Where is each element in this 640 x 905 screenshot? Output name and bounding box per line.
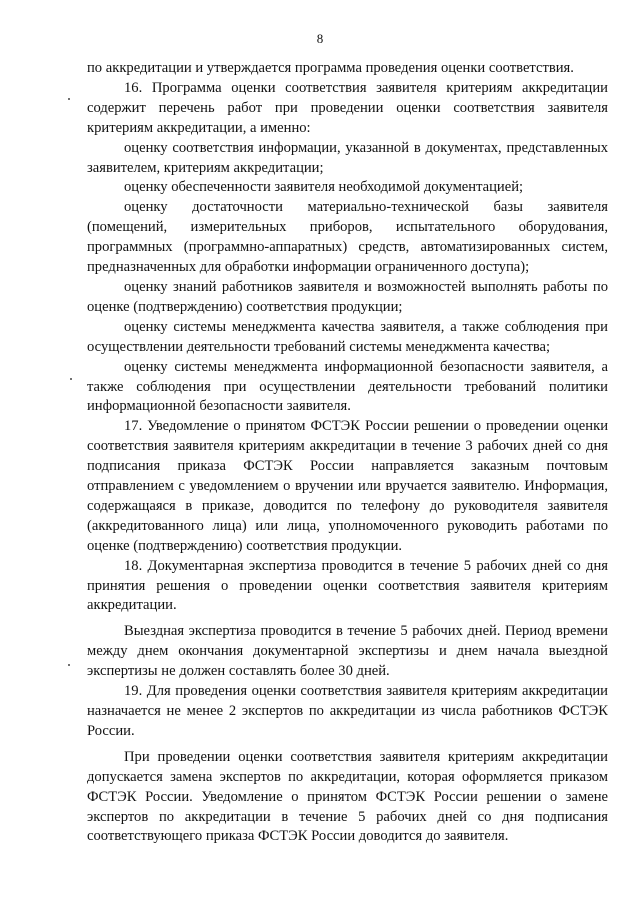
page-number: 8 <box>316 31 324 46</box>
paragraph-continuation: по аккредитации и утверждается программа проведения оценки соответствия. <box>87 60 574 76</box>
paragraph-list-item: оценку знаний работников заявителя и возможностей выполнять работы по оценке (подтверждению) соответствия продукции; <box>87 278 608 315</box>
scan-speck <box>68 664 70 666</box>
paragraph-list-item: оценку обеспеченности заявителя необходимой документацией; <box>124 179 524 196</box>
paragraph-expert-replacement: При проведении оценки соответствия заявителя критериям аккредитации допускается замена экспертов по аккредитации, которая оформляется приказом ФСТЭК России. Уведомление о принятом ФСТЭК России решении о замене экспертов по аккредитации в течение 5 рабочих дней со дня подписания соответствующего приказа ФСТЭК России доводится до заявителя. <box>87 748 608 845</box>
paragraph-list-item: оценку системы менеджмента информационной безопасности заявителя, а также соблюдения при осуществлении деятельности требований политики информационной безопасности заявителя. <box>87 358 608 415</box>
paragraph-item-17: 17. Уведомление о принятом ФСТЭК России решении о проведении оценки соответствия заявителя критериям аккредитации в течение 3 рабочих дней со дня подписания приказа ФСТЭК России направляется заказным почтовым отправлением с уведомлением о вручении или вручается заявителю. Информация, содержащаяся в приказе, доводится по телефону до руководителя заявителя (аккредитованного лица) или лица, уполномоченного руководить работами по оценке (подтверждению) соответствия продукции. <box>87 418 608 554</box>
paragraph-list-item: оценку достаточности материально-технической базы заявителя (помещений, измерительных приборов, испытательного оборудования, программных (программно-аппаратных) средств, автоматизированных систем, предназначенных для обработки информации ограниченного доступа); <box>87 199 608 276</box>
document-body <box>87 59 608 847</box>
paragraph-item-18: 18. Документарная экспертиза проводится в течение 5 рабочих дней со дня принятия решения о проведении оценки соответствия заявителя критериям аккредитации. <box>87 557 608 614</box>
paragraph-item-19: 19. Для проведения оценки соответствия заявителя критериям аккредитации назначается не менее 2 экспертов по аккредитации из числа работников ФСТЭК России. <box>87 683 608 739</box>
paragraph-field-expertise: Выездная экспертиза проводится в течение 5 рабочих дней. Период времени между днем окончания документарной экспертизы и днем начала выездной экспертизы не должен составлять более 30 дней. <box>87 623 608 680</box>
paragraph-list-item: оценку соответствия информации, указанной в документах, представленных заявителем, критериям аккредитации; <box>87 139 608 176</box>
paragraph-item-16: 16. Программа оценки соответствия заявителя критериям аккредитации содержит перечень работ при проведении оценки соответствия заявителя критериям аккредитации, а именно: <box>87 79 608 136</box>
scan-speck <box>70 378 72 380</box>
paragraph-list-item: оценку системы менеджмента качества заявителя, а также соблюдения при осуществлении деятельности требований системы менеджмента качества; <box>87 318 608 355</box>
scan-speck <box>68 98 70 100</box>
